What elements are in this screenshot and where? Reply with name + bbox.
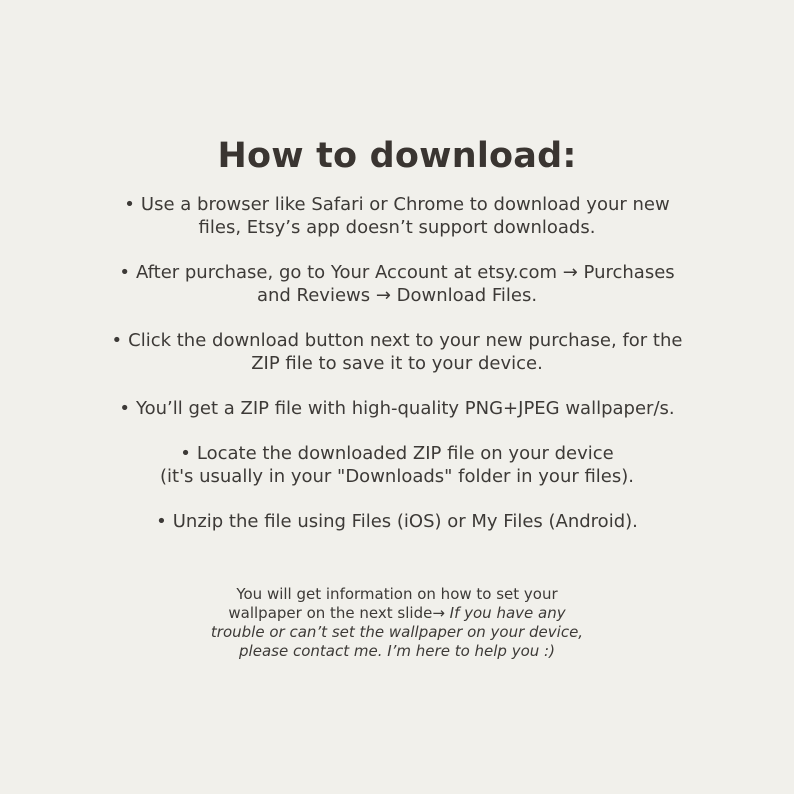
page-title: How to download: xyxy=(217,136,577,176)
step-6-line-1: • Unzip the file using Files (iOS) or My Files (Android). xyxy=(156,511,638,532)
note-line-1: You will get information on how to set your xyxy=(236,585,558,603)
note-line-4: please contact me. I’m here to help you :) xyxy=(239,642,555,660)
bullet-icon: • xyxy=(119,398,130,419)
step-2 xyxy=(60,261,734,307)
step-1-line-1: • Use a browser like Safari or Chrome to download your new xyxy=(124,194,670,215)
step-1 xyxy=(60,193,734,239)
step-4-line-1: • You’ll get a ZIP file with high-quality PNG+JPEG wallpaper/s. xyxy=(119,398,675,419)
step-5-line-1: • Locate the downloaded ZIP file on your device xyxy=(180,443,614,464)
download-steps-list xyxy=(60,193,734,555)
bullet-icon: • xyxy=(119,262,130,283)
step-4 xyxy=(60,397,734,420)
step-3-line-2: ZIP file to save it to your device. xyxy=(251,353,543,374)
step-6 xyxy=(60,510,734,533)
note-line-3: trouble or can’t set the wallpaper on your device, xyxy=(210,623,584,641)
step-5 xyxy=(60,442,734,488)
step-3 xyxy=(60,329,734,375)
bullet-icon: • xyxy=(156,511,167,532)
step-2-line-1: • After purchase, go to Your Account at etsy.com → Purchases xyxy=(119,262,675,283)
step-3-line-1: • Click the download button next to your new purchase, for the xyxy=(111,330,683,351)
note-line-2: wallpaper on the next slide→ If you have any xyxy=(228,604,566,622)
step-1-line-2: files, Etsy’s app doesn’t support downloads. xyxy=(198,217,596,238)
help-note xyxy=(100,585,694,661)
step-2-line-2: and Reviews → Download Files. xyxy=(256,285,538,306)
step-5-line-2: (it's usually in your "Downloads" folder in your files). xyxy=(159,466,635,487)
bullet-icon: • xyxy=(111,330,123,351)
bullet-icon: • xyxy=(124,194,135,215)
bullet-icon: • xyxy=(180,443,191,464)
